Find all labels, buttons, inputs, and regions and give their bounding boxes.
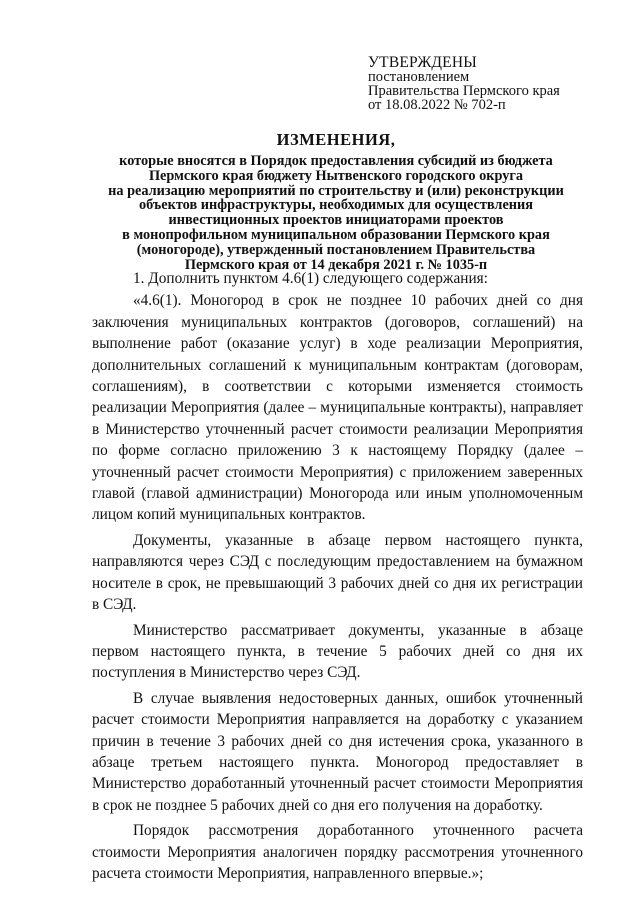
heading-line: (моногороде), утвержденный постановлением Правительства bbox=[136, 241, 536, 258]
paragraph: «4.6(1). Моногород в срок не позднее 10 рабочих дней со дня заключения муниципальных контрактов (договоров, соглашений) на выполнение работ (оказание услуг) в ходе реализации Мероприятия, дополнительных соглашений к муниципальным контрактам (договорам, соглашениям), в соответствии с которыми изменяется стоимость реализации Мероприятия (далее – муниципальные контракты), направляет в Министерство уточненный расчет стоимости реализации Мероприятия по форме согласно приложению 3 к настоящему Порядку (далее – уточненный расчет стоимости Мероприятия) с приложением заверенных главой (главой администрации) Моногорода или иным уполномоченным лицом копий муниципальных контрактов. bbox=[92, 292, 583, 524]
paragraph: Министерство рассматривает документы, указанные в абзаце первом настоящего пункта, в течение 5 рабочих дней со дня их поступления в Министерство через СЭД. bbox=[92, 621, 583, 682]
heading-line: инвестиционных проектов инициаторами проектов bbox=[168, 212, 504, 229]
approval-line: постановлением bbox=[368, 69, 470, 85]
paragraph: В случае выявления недостоверных данных, ошибок уточненный расчет стоимости Мероприятия направляется на доработку с указанием причин в течение 3 рабочих дней со дня истечения срока, указанного в абзаце третьем настоящего пункта. Моногород предоставляет в Министерство доработанный уточненный расчет стоимости Мероприятия в срок не позднее 5 рабочих дней со дня его получения на доработку. bbox=[92, 689, 583, 814]
heading-line: на реализацию мероприятий по строительству и (или) реконструкции bbox=[108, 182, 564, 199]
document-body bbox=[92, 268, 583, 888]
paragraph: 1. Дополнить пунктом 4.6(1) следующего содержания: bbox=[133, 270, 488, 287]
document-heading bbox=[92, 129, 580, 272]
approval-stamp bbox=[368, 56, 608, 112]
heading-line: которые вносятся в Порядок предоставления субсидий из бюджета bbox=[119, 153, 553, 169]
paragraph: Документы, указанные в абзаце первом настоящего пункта, направляются через СЭД с последующим предоставлением на бумажном носителе в срок, не превышающий 3 рабочих дней со дня их регистрации в СЭД. bbox=[92, 531, 583, 614]
heading-line: Пермского края от 14 декабря 2021 г. № 1035-п bbox=[184, 256, 488, 273]
approval-title: УТВЕРЖДЕНЫ bbox=[368, 54, 477, 71]
heading-line: Пермского края бюджету Нытвенского городского округа bbox=[148, 167, 524, 184]
heading-line: объектов инфраструктуры, необходимых для осуществления bbox=[138, 197, 534, 214]
heading-line: в монопрофильном муниципальном образовании Пермского края bbox=[122, 226, 550, 243]
approval-line: от 18.08.2022 № 702-п bbox=[368, 97, 506, 113]
paragraph: Порядок рассмотрения доработанного уточненного расчета стоимости Мероприятия аналогичен порядку рассмотрения уточненного расчета стоимости Мероприятия, направленного впервые.»; bbox=[92, 822, 583, 882]
document-title: ИЗМЕНЕНИЯ, bbox=[276, 130, 396, 149]
approval-line: Правительства Пермского края bbox=[368, 83, 560, 99]
